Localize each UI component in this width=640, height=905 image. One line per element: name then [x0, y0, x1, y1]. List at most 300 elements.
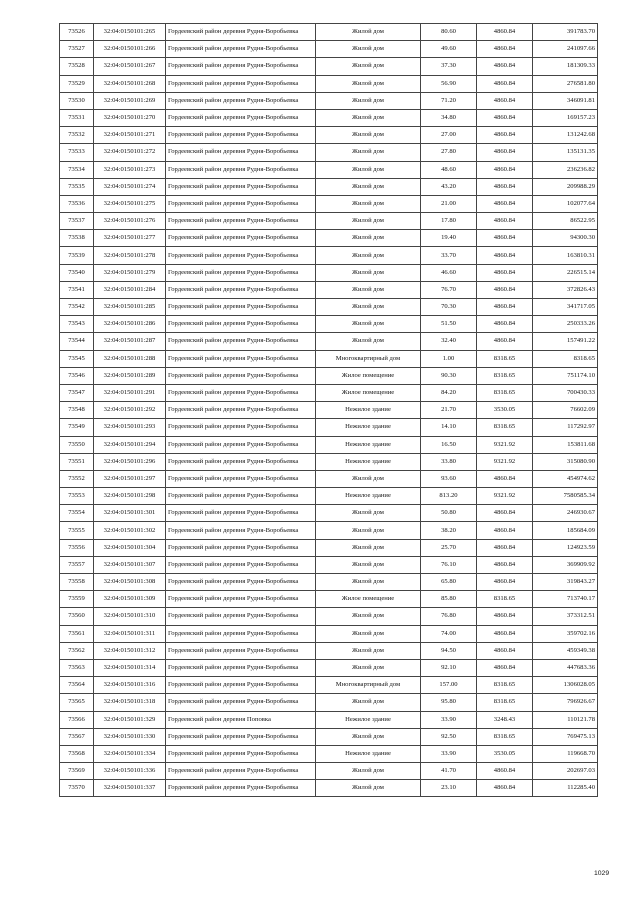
specific-value-cell: 4860.84	[477, 58, 533, 75]
cadastral-number-cell: 32:04:0150101:284	[94, 281, 166, 298]
row-number-cell: 73534	[60, 161, 94, 178]
specific-value-cell: 4860.84	[477, 264, 533, 281]
object-type-cell: Жилой дом	[316, 608, 421, 625]
cadastral-number-cell: 32:04:0150101:275	[94, 195, 166, 212]
table-row	[60, 109, 598, 126]
area-cell: 76.80	[421, 608, 477, 625]
cadastral-number-cell: 32:04:0150101:314	[94, 659, 166, 676]
table-row	[60, 264, 598, 281]
row-number-cell: 73544	[60, 333, 94, 350]
cadastral-number-cell: 32:04:0150101:291	[94, 384, 166, 401]
cadastral-value-cell: 369909.92	[533, 556, 598, 573]
cadastral-number-cell: 32:04:0150101:294	[94, 436, 166, 453]
area-cell: 813.20	[421, 488, 477, 505]
object-type-cell: Жилой дом	[316, 574, 421, 591]
table-row	[60, 625, 598, 642]
cadastral-value-cell: 209988.29	[533, 178, 598, 195]
address-cell: Гордеевский район деревня Рудня-Воробьевка	[166, 625, 316, 642]
table-row	[60, 144, 598, 161]
object-type-cell: Нежилое здание	[316, 488, 421, 505]
table-row	[60, 522, 598, 539]
area-cell: 23.10	[421, 780, 477, 797]
cadastral-value-cell: 250333.26	[533, 316, 598, 333]
row-number-cell: 73529	[60, 75, 94, 92]
cadastral-number-cell: 32:04:0150101:285	[94, 299, 166, 316]
row-number-cell: 73527	[60, 41, 94, 58]
object-type-cell: Жилой дом	[316, 642, 421, 659]
cadastral-value-cell: 226515.14	[533, 264, 598, 281]
object-type-cell: Нежилое здание	[316, 453, 421, 470]
row-number-cell: 73526	[60, 24, 94, 41]
table-row	[60, 92, 598, 109]
area-cell: 49.60	[421, 41, 477, 58]
row-number-cell: 73557	[60, 556, 94, 573]
table-row	[60, 178, 598, 195]
cadastral-value-cell: 236236.82	[533, 161, 598, 178]
cadastral-value-cell: 346091.81	[533, 92, 598, 109]
table-row	[60, 677, 598, 694]
cadastral-value-cell: 1306028.05	[533, 677, 598, 694]
area-cell: 19.40	[421, 230, 477, 247]
cadastral-value-cell: 124923.59	[533, 539, 598, 556]
cadastral-value-cell: 751174.10	[533, 367, 598, 384]
cadastral-value-cell: 119668.70	[533, 745, 598, 762]
address-cell: Гордеевский район деревня Рудня-Воробьевка	[166, 677, 316, 694]
specific-value-cell: 4860.84	[477, 763, 533, 780]
area-cell: 21.70	[421, 402, 477, 419]
object-type-cell: Жилой дом	[316, 505, 421, 522]
specific-value-cell: 4860.84	[477, 247, 533, 264]
area-cell: 50.80	[421, 505, 477, 522]
address-cell: Гордеевский район деревня Рудня-Воробьевка	[166, 109, 316, 126]
area-cell: 84.20	[421, 384, 477, 401]
table-row	[60, 642, 598, 659]
cadastral-value-cell: 700430.33	[533, 384, 598, 401]
row-number-cell: 73537	[60, 213, 94, 230]
cadastral-number-cell: 32:04:0150101:267	[94, 58, 166, 75]
area-cell: 27.00	[421, 127, 477, 144]
address-cell: Гордеевский район деревня Рудня-Воробьевка	[166, 539, 316, 556]
cadastral-value-cell: 459349.38	[533, 642, 598, 659]
address-cell: Гордеевский район деревня Рудня-Воробьевка	[166, 24, 316, 41]
table-row	[60, 213, 598, 230]
area-cell: 32.40	[421, 333, 477, 350]
address-cell: Гордеевский район деревня Рудня-Воробьевка	[166, 161, 316, 178]
table-row	[60, 659, 598, 676]
object-type-cell: Нежилое здание	[316, 419, 421, 436]
table-row	[60, 384, 598, 401]
specific-value-cell: 3530.05	[477, 745, 533, 762]
address-cell: Гордеевский район деревня Рудня-Воробьевка	[166, 419, 316, 436]
cadastral-number-cell: 32:04:0150101:287	[94, 333, 166, 350]
object-type-cell: Жилой дом	[316, 763, 421, 780]
table-row	[60, 41, 598, 58]
specific-value-cell: 8318.65	[477, 350, 533, 367]
table-row	[60, 780, 598, 797]
cadastral-value-cell: 169157.23	[533, 109, 598, 126]
specific-value-cell: 4860.84	[477, 109, 533, 126]
cadastral-value-cell: 796926.67	[533, 694, 598, 711]
specific-value-cell: 8318.65	[477, 367, 533, 384]
specific-value-cell: 4860.84	[477, 625, 533, 642]
area-cell: 43.20	[421, 178, 477, 195]
address-cell: Гордеевский район деревня Рудня-Воробьевка	[166, 316, 316, 333]
cadastral-value-cell: 94300.30	[533, 230, 598, 247]
object-type-cell: Жилое помещение	[316, 591, 421, 608]
address-cell: Гордеевский район деревня Рудня-Воробьевка	[166, 195, 316, 212]
cadastral-number-cell: 32:04:0150101:271	[94, 127, 166, 144]
area-cell: 51.50	[421, 316, 477, 333]
cadastral-value-cell: 112285.40	[533, 780, 598, 797]
cadastral-value-cell: 276581.80	[533, 75, 598, 92]
address-cell: Гордеевский район деревня Рудня-Воробьевка	[166, 178, 316, 195]
specific-value-cell: 4860.84	[477, 659, 533, 676]
address-cell: Гордеевский район деревня Рудня-Воробьевка	[166, 780, 316, 797]
cadastral-number-cell: 32:04:0150101:307	[94, 556, 166, 573]
table-row	[60, 75, 598, 92]
row-number-cell: 73558	[60, 574, 94, 591]
cadastral-value-cell: 163810.31	[533, 247, 598, 264]
specific-value-cell: 8318.65	[477, 591, 533, 608]
cadastral-number-cell: 32:04:0150101:292	[94, 402, 166, 419]
area-cell: 70.30	[421, 299, 477, 316]
row-number-cell: 73540	[60, 264, 94, 281]
specific-value-cell: 4860.84	[477, 213, 533, 230]
object-type-cell: Нежилое здание	[316, 402, 421, 419]
address-cell: Гордеевский район деревня Рудня-Воробьевка	[166, 763, 316, 780]
specific-value-cell: 4860.84	[477, 539, 533, 556]
specific-value-cell: 4860.84	[477, 574, 533, 591]
specific-value-cell: 8318.65	[477, 677, 533, 694]
cadastral-number-cell: 32:04:0150101:297	[94, 470, 166, 487]
specific-value-cell: 4860.84	[477, 470, 533, 487]
object-type-cell: Жилое помещение	[316, 384, 421, 401]
address-cell: Гордеевский район деревня Рудня-Воробьевка	[166, 505, 316, 522]
address-cell: Гордеевский район деревня Рудня-Воробьевка	[166, 574, 316, 591]
table-row	[60, 608, 598, 625]
address-cell: Гордеевский район деревня Рудня-Воробьевка	[166, 659, 316, 676]
specific-value-cell: 4860.84	[477, 24, 533, 41]
cadastral-value-table	[59, 23, 598, 797]
specific-value-cell: 4860.84	[477, 230, 533, 247]
object-type-cell: Нежилое здание	[316, 745, 421, 762]
row-number-cell: 73554	[60, 505, 94, 522]
row-number-cell: 73564	[60, 677, 94, 694]
cadastral-number-cell: 32:04:0150101:278	[94, 247, 166, 264]
specific-value-cell: 4860.84	[477, 127, 533, 144]
object-type-cell: Жилой дом	[316, 109, 421, 126]
cadastral-value-cell: 372826.43	[533, 281, 598, 298]
cadastral-value-cell: 454974.62	[533, 470, 598, 487]
row-number-cell: 73543	[60, 316, 94, 333]
table-row	[60, 419, 598, 436]
area-cell: 38.20	[421, 522, 477, 539]
cadastral-number-cell: 32:04:0150101:266	[94, 41, 166, 58]
specific-value-cell: 8318.65	[477, 694, 533, 711]
object-type-cell: Жилой дом	[316, 780, 421, 797]
cadastral-number-cell: 32:04:0150101:265	[94, 24, 166, 41]
area-cell: 93.60	[421, 470, 477, 487]
object-type-cell: Жилой дом	[316, 281, 421, 298]
address-cell: Гордеевский район деревня Рудня-Воробьевка	[166, 247, 316, 264]
object-type-cell: Жилой дом	[316, 556, 421, 573]
address-cell: Гордеевский район деревня Рудня-Воробьевка	[166, 694, 316, 711]
table-row	[60, 556, 598, 573]
cadastral-value-cell: 110121.78	[533, 711, 598, 728]
cadastral-value-cell: 769475.13	[533, 728, 598, 745]
table-row	[60, 436, 598, 453]
row-number-cell: 73546	[60, 367, 94, 384]
table-row	[60, 539, 598, 556]
cadastral-number-cell: 32:04:0150101:286	[94, 316, 166, 333]
row-number-cell: 73547	[60, 384, 94, 401]
table-row	[60, 316, 598, 333]
object-type-cell: Жилой дом	[316, 522, 421, 539]
row-number-cell: 73570	[60, 780, 94, 797]
table-row	[60, 127, 598, 144]
cadastral-value-cell: 135131.35	[533, 144, 598, 161]
specific-value-cell: 4860.84	[477, 505, 533, 522]
row-number-cell: 73568	[60, 745, 94, 762]
cadastral-number-cell: 32:04:0150101:329	[94, 711, 166, 728]
table-row	[60, 574, 598, 591]
address-cell: Гордеевский район деревня Рудня-Воробьевка	[166, 470, 316, 487]
cadastral-value-cell: 8318.65	[533, 350, 598, 367]
object-type-cell: Жилой дом	[316, 178, 421, 195]
object-type-cell: Жилой дом	[316, 539, 421, 556]
object-type-cell: Жилой дом	[316, 333, 421, 350]
object-type-cell: Нежилое здание	[316, 436, 421, 453]
table-row	[60, 350, 598, 367]
table-row	[60, 247, 598, 264]
row-number-cell: 73569	[60, 763, 94, 780]
address-cell: Гордеевский район деревня Рудня-Воробьевка	[166, 350, 316, 367]
table-row	[60, 281, 598, 298]
cadastral-value-cell: 713740.17	[533, 591, 598, 608]
cadastral-value-cell: 153811.68	[533, 436, 598, 453]
specific-value-cell: 4860.84	[477, 41, 533, 58]
object-type-cell: Жилой дом	[316, 470, 421, 487]
cadastral-value-cell: 373312.51	[533, 608, 598, 625]
table-row	[60, 333, 598, 350]
area-cell: 92.10	[421, 659, 477, 676]
cadastral-value-cell: 157491.22	[533, 333, 598, 350]
area-cell: 94.50	[421, 642, 477, 659]
cadastral-number-cell: 32:04:0150101:310	[94, 608, 166, 625]
specific-value-cell: 4860.84	[477, 92, 533, 109]
specific-value-cell: 9321.92	[477, 436, 533, 453]
object-type-cell: Жилой дом	[316, 264, 421, 281]
row-number-cell: 73560	[60, 608, 94, 625]
table-row	[60, 58, 598, 75]
cadastral-value-cell: 391783.70	[533, 24, 598, 41]
table-row	[60, 505, 598, 522]
table-row	[60, 470, 598, 487]
address-cell: Гордеевский район деревня Рудня-Воробьевка	[166, 281, 316, 298]
area-cell: 95.80	[421, 694, 477, 711]
table-row	[60, 488, 598, 505]
area-cell: 41.70	[421, 763, 477, 780]
cadastral-number-cell: 32:04:0150101:312	[94, 642, 166, 659]
table-row	[60, 763, 598, 780]
specific-value-cell: 9321.92	[477, 488, 533, 505]
cadastral-value-cell: 341717.05	[533, 299, 598, 316]
cadastral-value-cell: 246930.67	[533, 505, 598, 522]
area-cell: 37.30	[421, 58, 477, 75]
address-cell: Гордеевский район деревня Рудня-Воробьевка	[166, 728, 316, 745]
cadastral-value-cell: 202697.03	[533, 763, 598, 780]
object-type-cell: Жилой дом	[316, 24, 421, 41]
area-cell: 46.60	[421, 264, 477, 281]
area-cell: 65.80	[421, 574, 477, 591]
specific-value-cell: 4860.84	[477, 642, 533, 659]
row-number-cell: 73562	[60, 642, 94, 659]
address-cell: Гордеевский район деревня Рудня-Воробьевка	[166, 488, 316, 505]
specific-value-cell: 4860.84	[477, 75, 533, 92]
table-row	[60, 728, 598, 745]
table-row	[60, 402, 598, 419]
table-row	[60, 453, 598, 470]
object-type-cell: Многоквартирный дом	[316, 677, 421, 694]
specific-value-cell: 8318.65	[477, 384, 533, 401]
specific-value-cell: 4860.84	[477, 144, 533, 161]
area-cell: 76.10	[421, 556, 477, 573]
cadastral-number-cell: 32:04:0150101:318	[94, 694, 166, 711]
cadastral-number-cell: 32:04:0150101:274	[94, 178, 166, 195]
table-row	[60, 711, 598, 728]
table-row	[60, 161, 598, 178]
address-cell: Гордеевский район деревня Рудня-Воробьевка	[166, 264, 316, 281]
specific-value-cell: 4860.84	[477, 333, 533, 350]
row-number-cell: 73559	[60, 591, 94, 608]
area-cell: 21.00	[421, 195, 477, 212]
area-cell: 17.80	[421, 213, 477, 230]
address-cell: Гордеевский район деревня Рудня-Воробьевка	[166, 436, 316, 453]
specific-value-cell: 4860.84	[477, 780, 533, 797]
row-number-cell: 73563	[60, 659, 94, 676]
object-type-cell: Жилой дом	[316, 213, 421, 230]
row-number-cell: 73548	[60, 402, 94, 419]
cadastral-value-cell: 7580585.34	[533, 488, 598, 505]
row-number-cell: 73533	[60, 144, 94, 161]
object-type-cell: Жилой дом	[316, 41, 421, 58]
cadastral-value-cell: 241097.66	[533, 41, 598, 58]
specific-value-cell: 4860.84	[477, 281, 533, 298]
area-cell: 16.50	[421, 436, 477, 453]
area-cell: 33.90	[421, 745, 477, 762]
cadastral-number-cell: 32:04:0150101:309	[94, 591, 166, 608]
row-number-cell: 73535	[60, 178, 94, 195]
cadastral-value-cell: 185684.09	[533, 522, 598, 539]
cadastral-value-cell: 359702.16	[533, 625, 598, 642]
area-cell: 71.20	[421, 92, 477, 109]
cadastral-number-cell: 32:04:0150101:296	[94, 453, 166, 470]
cadastral-number-cell: 32:04:0150101:277	[94, 230, 166, 247]
cadastral-value-cell: 319843.27	[533, 574, 598, 591]
cadastral-number-cell: 32:04:0150101:336	[94, 763, 166, 780]
specific-value-cell: 4860.84	[477, 195, 533, 212]
cadastral-number-cell: 32:04:0150101:268	[94, 75, 166, 92]
cadastral-value-cell: 86522.95	[533, 213, 598, 230]
cadastral-number-cell: 32:04:0150101:272	[94, 144, 166, 161]
object-type-cell: Жилое помещение	[316, 367, 421, 384]
specific-value-cell: 4860.84	[477, 161, 533, 178]
specific-value-cell: 8318.65	[477, 728, 533, 745]
address-cell: Гордеевский район деревня Рудня-Воробьевка	[166, 367, 316, 384]
cadastral-number-cell: 32:04:0150101:273	[94, 161, 166, 178]
row-number-cell: 73550	[60, 436, 94, 453]
cadastral-value-cell: 315080.90	[533, 453, 598, 470]
area-cell: 56.90	[421, 75, 477, 92]
object-type-cell: Жилой дом	[316, 195, 421, 212]
area-cell: 90.30	[421, 367, 477, 384]
area-cell: 34.80	[421, 109, 477, 126]
cadastral-number-cell: 32:04:0150101:308	[94, 574, 166, 591]
cadastral-number-cell: 32:04:0150101:279	[94, 264, 166, 281]
cadastral-number-cell: 32:04:0150101:301	[94, 505, 166, 522]
cadastral-number-cell: 32:04:0150101:316	[94, 677, 166, 694]
cadastral-number-cell: 32:04:0150101:269	[94, 92, 166, 109]
object-type-cell: Жилой дом	[316, 316, 421, 333]
table-row	[60, 24, 598, 41]
cadastral-number-cell: 32:04:0150101:304	[94, 539, 166, 556]
row-number-cell: 73539	[60, 247, 94, 264]
table-row	[60, 367, 598, 384]
address-cell: Гордеевский район деревня Рудня-Воробьевка	[166, 213, 316, 230]
address-cell: Гордеевский район деревня Рудня-Воробьевка	[166, 230, 316, 247]
cadastral-value-cell: 131242.68	[533, 127, 598, 144]
specific-value-cell: 4860.84	[477, 522, 533, 539]
table-row	[60, 299, 598, 316]
row-number-cell: 73538	[60, 230, 94, 247]
row-number-cell: 73531	[60, 109, 94, 126]
address-cell: Гордеевский район деревня Рудня-Воробьевка	[166, 299, 316, 316]
area-cell: 14.10	[421, 419, 477, 436]
address-cell: Гордеевский район деревня Рудня-Воробьевка	[166, 642, 316, 659]
object-type-cell: Жилой дом	[316, 144, 421, 161]
area-cell: 27.80	[421, 144, 477, 161]
address-cell: Гордеевский район деревня Рудня-Воробьевка	[166, 453, 316, 470]
area-cell: 25.70	[421, 539, 477, 556]
row-number-cell: 73552	[60, 470, 94, 487]
address-cell: Гордеевский район деревня Рудня-Воробьевка	[166, 92, 316, 109]
area-cell: 48.60	[421, 161, 477, 178]
address-cell: Гордеевский район деревня Рудня-Воробьевка	[166, 384, 316, 401]
specific-value-cell: 4860.84	[477, 556, 533, 573]
specific-value-cell: 9321.92	[477, 453, 533, 470]
cadastral-value-cell: 102077.64	[533, 195, 598, 212]
row-number-cell: 73541	[60, 281, 94, 298]
page-number: 1029	[594, 870, 610, 877]
object-type-cell: Жилой дом	[316, 230, 421, 247]
row-number-cell: 73545	[60, 350, 94, 367]
area-cell: 33.90	[421, 711, 477, 728]
cadastral-number-cell: 32:04:0150101:298	[94, 488, 166, 505]
area-cell: 157.00	[421, 677, 477, 694]
cadastral-value-cell: 117292.97	[533, 419, 598, 436]
table-body	[60, 24, 598, 797]
cadastral-number-cell: 32:04:0150101:270	[94, 109, 166, 126]
address-cell: Гордеевский район деревня Рудня-Воробьевка	[166, 402, 316, 419]
row-number-cell: 73542	[60, 299, 94, 316]
area-cell: 85.80	[421, 591, 477, 608]
object-type-cell: Жилой дом	[316, 75, 421, 92]
object-type-cell: Жилой дом	[316, 127, 421, 144]
object-type-cell: Жилой дом	[316, 161, 421, 178]
row-number-cell: 73566	[60, 711, 94, 728]
cadastral-number-cell: 32:04:0150101:302	[94, 522, 166, 539]
cadastral-number-cell: 32:04:0150101:289	[94, 367, 166, 384]
